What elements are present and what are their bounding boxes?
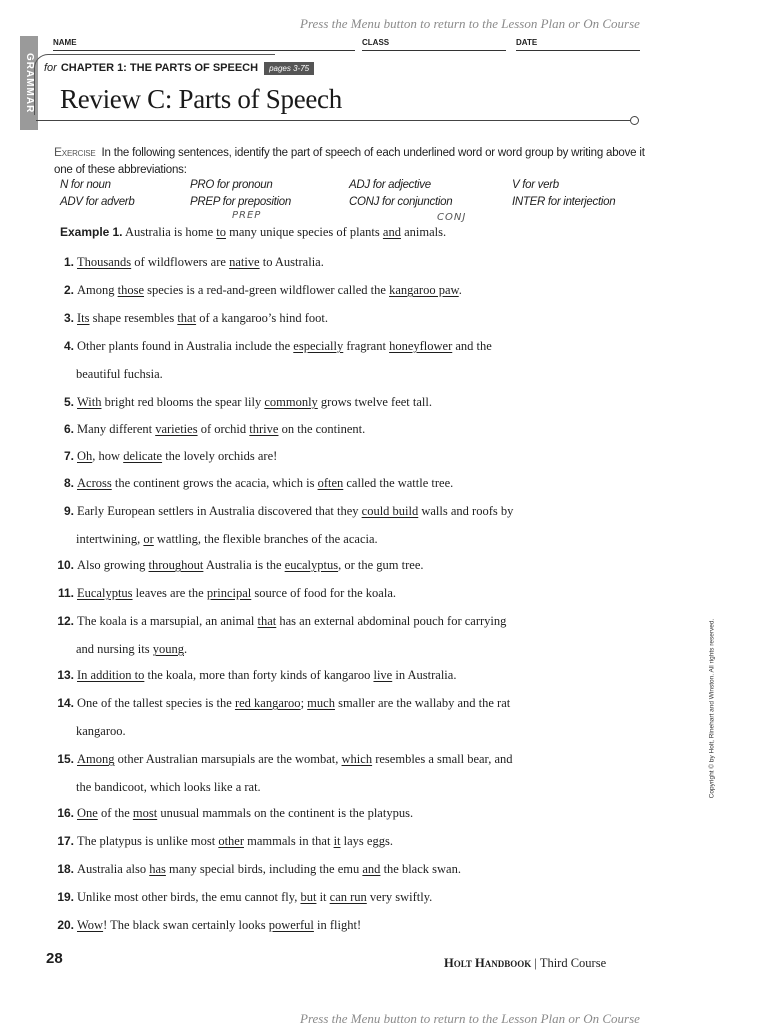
sentence-text: in Australia. (392, 668, 457, 682)
sentence-text: Australia is the (203, 558, 285, 572)
date-field-label: DATE (516, 38, 538, 47)
sentence-text: source of food for the koala. (251, 586, 396, 600)
sentence-13 (48, 662, 608, 688)
sentence-text: it (316, 890, 330, 904)
sentence-number: 4. (63, 339, 74, 353)
sentence-8 (48, 470, 608, 496)
sentence-5 (48, 389, 608, 415)
chapter-label: CHAPTER 1: THE PARTS OF SPEECH (60, 62, 259, 74)
sentence-text: walls and roofs by (418, 504, 514, 518)
name-field-label: NAME (53, 38, 77, 47)
sentence-10 (48, 552, 608, 578)
sentence-number: 10. (57, 558, 74, 572)
sentence-text: lays eggs. (340, 834, 393, 848)
chapter-pages-badge: pages 3-75 (264, 62, 314, 75)
class-field-line[interactable] (362, 50, 506, 51)
example-label: Example (60, 225, 110, 239)
sentence-11 (48, 580, 608, 606)
underlined-word: native (229, 255, 260, 269)
sentence-number: 18. (57, 862, 74, 876)
sentence-text: very swiftly. (366, 890, 433, 904)
underlined-word: or (143, 532, 154, 546)
underlined-word: Oh (77, 449, 93, 463)
name-field-line[interactable] (53, 50, 355, 51)
sentence-text: ; (300, 696, 308, 710)
underlined-word: to (216, 225, 226, 239)
sentence-text: The platypus is unlike most (77, 834, 219, 848)
sentence-text: Unlike most other birds, the emu cannot fly, (77, 890, 301, 904)
sentence-text: of wildflowers are (131, 255, 230, 269)
chapter-heading (44, 58, 314, 78)
underlined-word: Among (77, 752, 115, 766)
abbr-adjective: ADJ for adjective (349, 179, 431, 191)
footer-separator: | (534, 956, 537, 970)
underlined-word: and (382, 225, 401, 239)
abbr-conjunction: CONJ for conjunction (349, 196, 453, 208)
sentence-number: 12. (57, 614, 74, 628)
sentence-number: 16. (57, 806, 74, 820)
underlined-word: could build (361, 504, 419, 518)
exercise-instructions (54, 144, 654, 179)
underlined-word: has (149, 862, 166, 876)
sentence-text: fragrant (343, 339, 390, 353)
sentence-text: The koala is a marsupial, an animal (77, 614, 258, 628)
underlined-word: powerful (268, 918, 314, 932)
page-title: Review C: Parts of Speech (60, 84, 342, 114)
sentence-4 (48, 333, 608, 359)
footer-book: Holt Handbook (444, 956, 532, 970)
sentence-text: unusual mammals on the continent is the platypus. (157, 806, 414, 820)
sentence-number: 15. (57, 752, 74, 766)
sentence-text: Other plants found in Australia include the (77, 339, 294, 353)
footer-course: Third Course (539, 956, 607, 970)
instructions-text: In the following sentences, identify the part of speech of each underlined word or word group by writing above it one of these abbreviations: (54, 147, 645, 176)
sentence-15-continuation (76, 780, 261, 795)
page-number: 28 (46, 950, 63, 967)
sentence-text: bright red blooms the spear lily (101, 395, 265, 409)
sentence-text: and the (452, 339, 492, 353)
underlined-word: that (257, 614, 277, 628)
underlined-word: One (77, 806, 98, 820)
underlined-word: but (300, 890, 317, 904)
sentence-text: Early European settlers in Australia discovered that they (77, 504, 362, 518)
underlined-word: and (362, 862, 381, 876)
sentence-text: on the continent. (278, 422, 366, 436)
underlined-word: can run (329, 890, 367, 904)
sentence-number: 20. (57, 918, 74, 932)
sentence-text: ! The black swan certainly looks (103, 918, 269, 932)
sentence-3 (48, 305, 608, 331)
sentence-text: the black swan. (380, 862, 461, 876)
sentence-14 (48, 690, 608, 716)
underlined-word: Wow (77, 918, 104, 932)
sentence-text: smaller are the wallaby and the rat (334, 696, 511, 710)
underlined-word: eucalyptus (284, 558, 339, 572)
underlined-word: honeyflower (389, 339, 453, 353)
sentence-text: the continent grows the acacia, which is (111, 476, 318, 490)
sentence-12-continuation (76, 642, 187, 657)
underlined-word: In addition to (77, 668, 145, 682)
sentence-number: 13. (57, 668, 74, 682)
example-text (125, 225, 446, 239)
sentence-18 (48, 856, 608, 882)
sentence-text: . (458, 283, 462, 297)
underlined-word: Eucalyptus (77, 586, 133, 600)
footer (444, 956, 606, 971)
sentence-text: many special birds, including the emu (165, 862, 363, 876)
class-field-label: CLASS (362, 38, 390, 47)
sentence-text: grows twelve feet tall. (317, 395, 432, 409)
sentence-text: in flight! (313, 918, 362, 932)
sentence-text: the koala, more than forty kinds of kangaroo (144, 668, 374, 682)
exercise-label: Exercise (54, 145, 96, 159)
abbr-adverb: ADV for adverb (60, 196, 135, 208)
sentence-number: 2. (63, 283, 74, 297)
sentence-1 (48, 249, 608, 275)
sentence-number: 1. (63, 255, 74, 269)
sentence-text: many unique species of plants (225, 225, 383, 239)
abbr-preposition: PREP for preposition (190, 196, 291, 208)
sentence-text: animals. (400, 225, 447, 239)
date-field-line[interactable] (516, 50, 640, 51)
sentence-14-continuation (76, 724, 126, 739)
sentence-text: resembles a small bear, and (372, 752, 513, 766)
sentence-16 (48, 800, 608, 826)
sentence-15 (48, 746, 608, 772)
underlined-word: principal (206, 586, 252, 600)
underlined-word: delicate (123, 449, 163, 463)
abbr-noun: N for noun (60, 179, 111, 191)
sentence-12 (48, 608, 608, 634)
sentence-text: species is a red-and-green wildflower called the (144, 283, 390, 297)
sentence-number: 14. (57, 696, 74, 710)
sentence-text: to Australia. (259, 255, 324, 269)
underlined-word: thrive (249, 422, 279, 436)
copyright-notice: Copyright © by Holt, Rinehart and Winston. All rights reserved. (708, 618, 716, 799)
sentence-text: wattling, the flexible branches of the acacia. (153, 532, 378, 546)
sentence-2 (48, 277, 608, 303)
sentence-number: 5. (63, 395, 74, 409)
sentence-9 (48, 498, 608, 524)
underlined-word: other (218, 834, 244, 848)
sentence-number: 17. (57, 834, 74, 848)
underlined-word: commonly (264, 395, 318, 409)
underlined-word: that (177, 311, 197, 325)
abbr-interjection: INTER for interjection (512, 196, 616, 208)
sentence-text: Australia is home (124, 225, 217, 239)
example-number: 1. (112, 225, 123, 239)
sentence-number: 3. (63, 311, 74, 325)
sentence-number: 19. (57, 890, 74, 904)
underlined-word: those (117, 283, 145, 297)
abbr-pronoun: PRO for pronoun (190, 179, 273, 191)
sentence-text: leaves are the (132, 586, 207, 600)
sentence-text: Many different (77, 422, 156, 436)
sentence-text: . (183, 642, 188, 656)
sentence-text: mammals in that (244, 834, 334, 848)
underlined-word: often (317, 476, 344, 490)
sentence-9-continuation (76, 532, 378, 547)
sentence-number: 7. (63, 449, 74, 463)
underlined-word: much (307, 696, 335, 710)
underlined-word: red kangaroo (234, 696, 301, 710)
sentence-text: of the (97, 806, 133, 820)
sentence-text: has an external abdominal pouch for carrying (276, 614, 507, 628)
sentence-text: of orchid (197, 422, 250, 436)
chapter-for: for (44, 62, 57, 74)
sentence-number: 6. (63, 422, 74, 436)
title-rule (36, 120, 630, 121)
sentence-text: , how (92, 449, 124, 463)
sentence-text: , or the gum tree. (338, 558, 424, 572)
underlined-word: With (77, 395, 102, 409)
sentence-text: the bandicoot, which looks like a rat. (76, 780, 261, 794)
sentence-text: shape resembles (89, 311, 178, 325)
underlined-word: young (152, 642, 184, 656)
menu-return-banner-bottom[interactable]: Press the Menu button to return to the Lesson Plan or On Course (300, 1011, 640, 1026)
title-rule-end-circle (630, 116, 639, 125)
menu-return-banner-top[interactable]: Press the Menu button to return to the Lesson Plan or On Course (300, 16, 640, 31)
underlined-word: throughout (148, 558, 204, 572)
underlined-word: especially (293, 339, 344, 353)
sentence-number: 8. (63, 476, 74, 490)
underlined-word: Its (77, 311, 90, 325)
sentence-text: Also growing (77, 558, 149, 572)
sentence-text: Among (77, 283, 118, 297)
sentence-text: kangaroo. (76, 724, 126, 738)
example-answer-prep: PREP (232, 210, 262, 221)
underlined-word: it (333, 834, 341, 848)
sentence-text: beautiful fuchsia. (76, 367, 163, 381)
sentence-number: 11. (57, 586, 74, 600)
sentence-20 (48, 912, 608, 938)
sentence-text: other Australian marsupials are the wombat, (114, 752, 342, 766)
underlined-word: varieties (155, 422, 198, 436)
underlined-word: which (341, 752, 373, 766)
sentence-text: intertwining, (76, 532, 144, 546)
sentence-text: of a kangaroo’s hind foot. (196, 311, 328, 325)
example-answer-conj: CONJ (437, 212, 467, 223)
grammar-side-tab: GRAMMAR (20, 36, 38, 130)
sentence-17 (48, 828, 608, 854)
sentence-text: One of the tallest species is the (77, 696, 235, 710)
underlined-word: Across (77, 476, 112, 490)
underlined-word: most (132, 806, 158, 820)
sentence-6 (48, 416, 608, 442)
sentence-19 (48, 884, 608, 910)
underlined-word: Thousands (77, 255, 132, 269)
sentence-7 (48, 443, 608, 469)
sentence-text: Australia also (77, 862, 150, 876)
example-sentence (60, 225, 446, 240)
sentence-text: called the wattle tree. (343, 476, 454, 490)
sentence-text: and nursing its (76, 642, 153, 656)
underlined-word: kangaroo paw (389, 283, 459, 297)
sentence-number: 9. (63, 504, 74, 518)
sentence-4-continuation (76, 367, 163, 382)
underlined-word: live (373, 668, 393, 682)
abbr-verb: V for verb (512, 179, 559, 191)
sentence-text: the lovely orchids are! (162, 449, 278, 463)
